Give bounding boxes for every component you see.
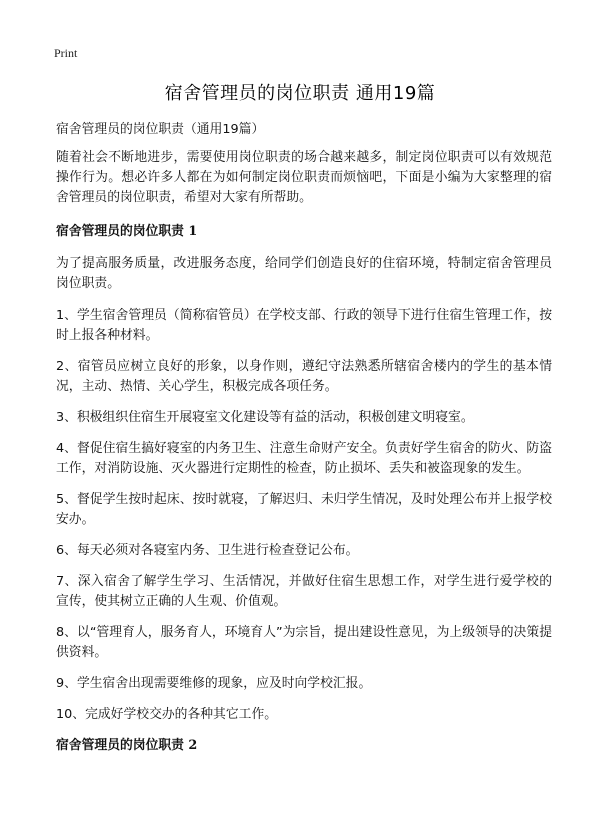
list-item: 6、每天必须对各寝室内务、卫生进行检查登记公布。 [56,543,359,558]
list-item: 1、学生宿舍管理员（简称宿管员）在学校支部、行政的领导下进行住宿生管理工作，按时上报各种材料。 [56,308,552,343]
list-item: 3、积极组织住宿生开展寝室文化建设等有益的活动，积极创建文明寝室。 [56,410,474,425]
document-subtitle: 宿舍管理员的岗位职责（通用19篇） [56,122,265,137]
list-item: 7、深入宿舍了解学生学习、生活情况，并做好住宿生思想工作，对学生进行爱学校的 宣传，使其树立正确的人生观、价值观。 [56,574,552,609]
document-title: 宿舍管理员的岗位职责 通用19篇 [164,83,436,104]
list-item: 5、督促学生按时起床、按时就寝，了解迟归、未归学生情况，及时处理公布并上报学校安办。 [56,492,552,527]
section-1-lead: 为了提高服务质量，改进服务态度，给同学们创造良好的住宿环境，特制定宿舍管理员岗位职责。 [56,256,552,291]
list-item: 4、督促住宿生搞好寝室的内务卫生、注意生命财产安全。负责好学生宿舍的防火、防盗工作，对消防设施、灭火器进行定期性的检查，防止损坏、丢失和被盗现象的发生。 [56,441,552,476]
list-item: 10、完成好学校交办的各种其它工作。 [56,707,278,722]
list-item: 9、学生宿舍出现需要维修的现象，应及时向学校汇报。 [56,676,372,691]
list-item: 8、以“管理育人，服务育人，环境育人”为宗旨，提出建设性意见，为上级领导的决策提供资料。 [56,625,552,660]
print-label: Print [54,46,78,60]
intro-paragraph: 随着社会不断地进步，需要使用岗位职责的场合越来越多，制定岗位职责可以有效规范操作行为。想必许多人都在为如何制定岗位职责而烦恼吧，下面是小编为大家整理的宿舍管理员的岗位职责，希望对大家有所帮助。 [56,150,552,205]
section-heading-1: 宿舍管理员的岗位职责 1 [56,224,198,239]
section-heading-2: 宿舍管理员的岗位职责 2 [56,738,198,753]
list-item: 2、宿管员应树立良好的形象，以身作则，遵纪守法熟悉所辖宿舍楼内的学生的基本情况，主动、热情、关心学生，积极完成各项任务。 [56,359,552,394]
document-body [56,120,552,768]
